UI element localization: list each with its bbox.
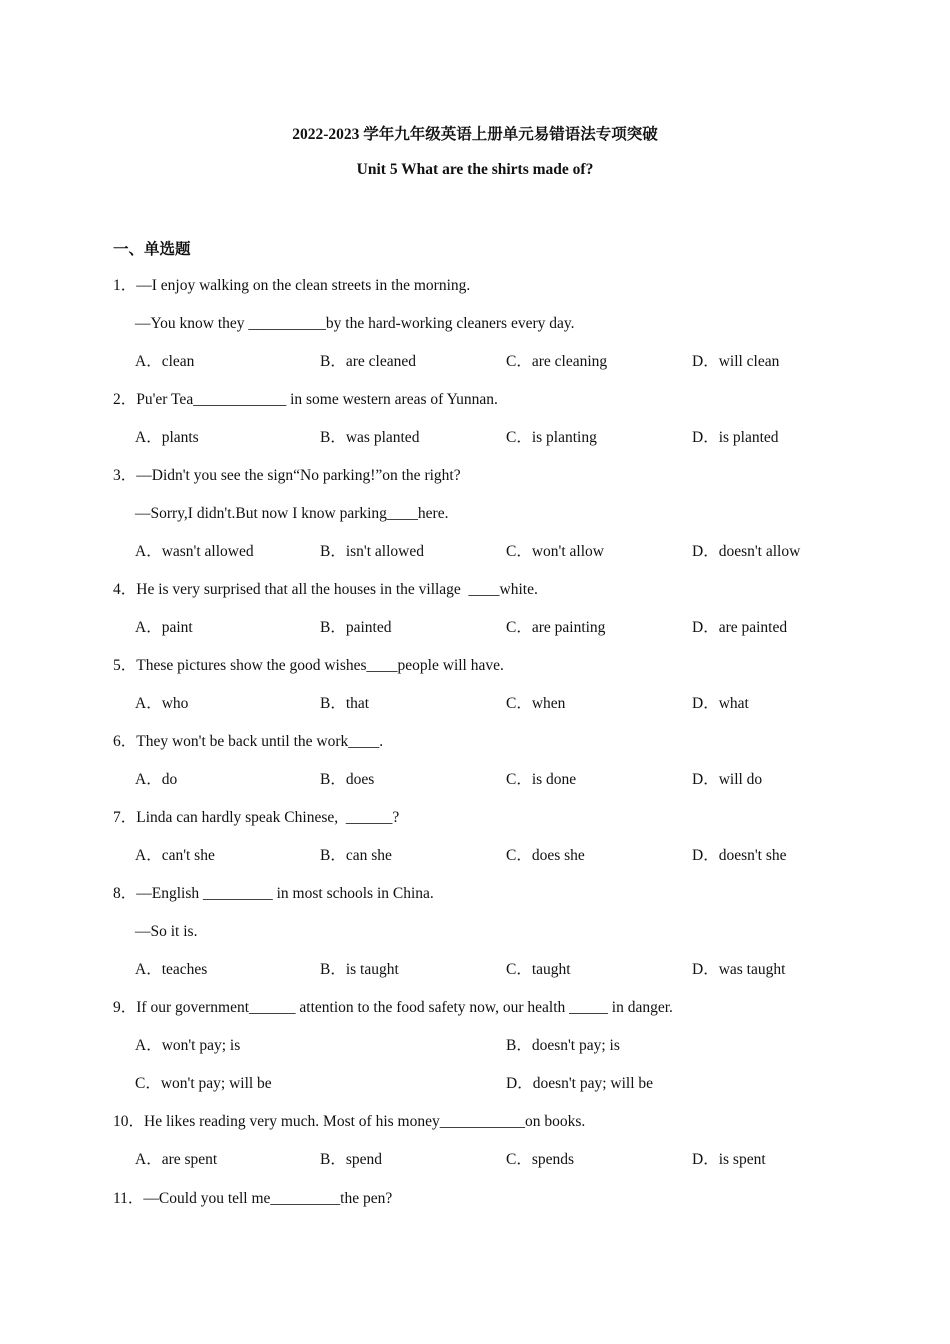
question-stem: 6．They won't be back until the work____.	[113, 733, 384, 750]
question-stem-reply: —So it is.	[135, 923, 198, 940]
option-d: D．will do	[692, 771, 763, 788]
option-a: A．can't she	[135, 847, 215, 864]
option-b: B．spend	[320, 1151, 383, 1168]
option-d: D．is planted	[692, 429, 779, 446]
question-stem: 4．He is very surprised that all the houses in the village ____white.	[113, 581, 538, 598]
option-b: B．can she	[320, 847, 392, 864]
option-c: C．spends	[506, 1151, 575, 1168]
question-stem: 8．—English _________ in most schools in China.	[113, 885, 434, 902]
question-stem: 2．Pu'er Tea____________ in some western areas of Yunnan.	[113, 391, 498, 408]
option-d: D．doesn't she	[692, 847, 787, 864]
option-a: A．won't pay; is	[135, 1037, 241, 1054]
option-a: A．teaches	[135, 961, 208, 978]
section-heading: 一、单选题	[113, 241, 191, 258]
question-stem: 5．These pictures show the good wishes____people will have.	[113, 657, 504, 674]
option-b: B．that	[320, 695, 370, 712]
option-a: A．paint	[135, 619, 193, 636]
question-stem: 1．—I enjoy walking on the clean streets in the morning.	[113, 277, 471, 294]
option-b: B．isn't allowed	[320, 543, 424, 560]
question-stem-reply: —Sorry,I didn't.But now I know parking____here.	[135, 505, 449, 522]
option-b: B．does	[320, 771, 375, 788]
option-b: B．is taught	[320, 961, 399, 978]
option-a: A．who	[135, 695, 189, 712]
option-c: C．are cleaning	[506, 353, 608, 370]
option-a: A．do	[135, 771, 178, 788]
option-a: A．are spent	[135, 1151, 218, 1168]
option-d: D．doesn't pay; will be	[506, 1075, 654, 1092]
question-stem: 10．He likes reading very much. Most of his money___________on books.	[113, 1113, 586, 1130]
option-c: C．is done	[506, 771, 577, 788]
option-d: D．is spent	[692, 1151, 766, 1168]
option-c: C．won't allow	[506, 543, 604, 560]
question-stem-reply: —You know they __________by the hard-working cleaners every day.	[135, 315, 575, 332]
option-d: D．will clean	[692, 353, 780, 370]
option-b: B．doesn't pay; is	[506, 1037, 620, 1054]
option-b: B．was planted	[320, 429, 420, 446]
option-c: C．is planting	[506, 429, 597, 446]
question-stem: 7．Linda can hardly speak Chinese, ______?	[113, 809, 400, 826]
question-stem: 11．—Could you tell me_________the pen?	[113, 1190, 393, 1207]
option-b: B．are cleaned	[320, 353, 416, 370]
option-c: C．does she	[506, 847, 585, 864]
option-d: D．doesn't allow	[692, 543, 801, 560]
option-c: C．taught	[506, 961, 571, 978]
option-d: D．are painted	[692, 619, 788, 636]
option-c: C．won't pay; will be	[135, 1075, 272, 1092]
document-subtitle: Unit 5 What are the shirts made of?	[356, 161, 594, 178]
option-a: A．clean	[135, 353, 195, 370]
document-title: 2022-2023 学年九年级英语上册单元易错语法专项突破	[292, 126, 658, 143]
option-d: D．what	[692, 695, 749, 712]
option-c: C．when	[506, 695, 566, 712]
option-a: A．wasn't allowed	[135, 543, 254, 560]
option-d: D．was taught	[692, 961, 786, 978]
question-stem: 3．—Didn't you see the sign“No parking!”on the right?	[113, 467, 461, 484]
question-stem: 9．If our government______ attention to the food safety now, our health _____ in danger.	[113, 999, 673, 1016]
option-c: C．are painting	[506, 619, 606, 636]
option-a: A．plants	[135, 429, 199, 446]
option-b: B．painted	[320, 619, 392, 636]
